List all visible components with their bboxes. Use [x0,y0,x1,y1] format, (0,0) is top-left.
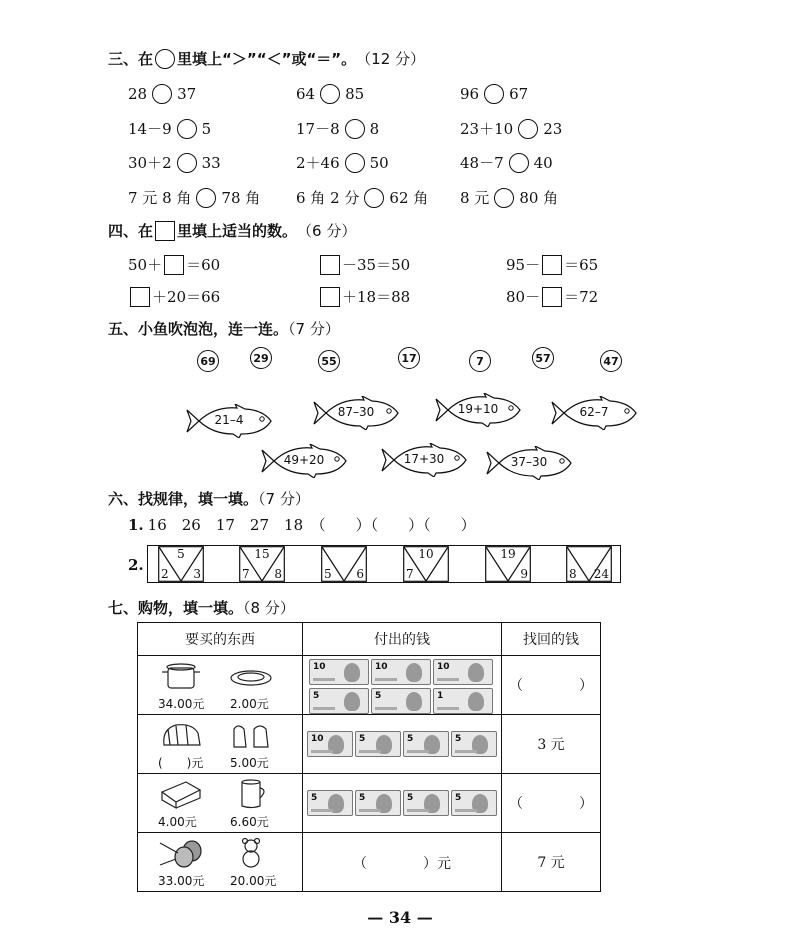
box-left[interactable]: 2 [161,567,169,581]
bubble[interactable]: 55 [318,350,340,372]
bubble[interactable]: 69 [197,350,219,372]
fill-post: ＝65 [564,256,599,274]
banknote-stripe [313,707,335,710]
box-top[interactable]: 19 [500,547,516,561]
fish[interactable] [380,443,468,477]
compare-item [128,118,211,139]
box-right[interactable]: 3 [193,567,201,581]
compare-item [460,118,562,139]
fish-expression: 49+20 [283,453,325,467]
pattern-box [403,546,449,582]
goods-cell [138,774,303,833]
item-price: 33.00元 [158,874,205,888]
banknote-value: 10 [311,734,324,744]
shopping-rows [138,656,601,892]
section-7-title: 七、购物，填一填。（8 分） [108,599,295,617]
portrait-icon [468,663,484,682]
banknote [355,790,401,816]
banknote [309,659,369,685]
bubble[interactable]: 17 [398,347,420,369]
box-top[interactable]: 15 [254,547,270,561]
paid-blank[interactable]: （ ）元 [353,856,451,872]
banknote [403,790,449,816]
banknote [433,688,493,714]
fish-expression: 19+10 [457,402,499,416]
answer-box[interactable] [542,287,562,307]
fill-box-item [128,254,220,275]
banknote-stripe [407,750,429,753]
answer-circle[interactable] [345,153,365,173]
banknote [371,688,431,714]
compare-right: 5 [201,119,212,138]
goods-cell [138,715,303,774]
banknote [309,688,369,714]
item-price: 34.00元 [158,697,205,711]
banknote-stripe [455,750,477,753]
header-paid: 付出的钱 [303,623,502,656]
fill-box-item [506,286,598,307]
banknote-value: 5 [455,734,462,744]
banknote-stripe [437,707,459,710]
banknote-value: 5 [311,793,318,803]
fish[interactable] [185,404,273,438]
box-right[interactable]: 6 [356,567,364,581]
compare-right: 33 [201,153,221,172]
change-cell [502,774,601,833]
fill-pre: 50＋ [128,256,163,274]
change-value[interactable]: （ ） [509,678,593,694]
portrait-icon [344,663,360,682]
fill-post: －35＝50 [342,256,411,274]
compare-right: 85 [345,85,365,103]
page-number: — 34 — [367,908,433,927]
plate-icon [226,660,276,692]
compare-left: 14－9 [128,120,172,138]
answer-circle[interactable] [152,84,172,104]
banknote-stripe [437,678,459,681]
box-right[interactable]: 8 [274,567,282,581]
pattern-box [321,546,367,582]
banknote [433,659,493,685]
item-price: 5.00元 [230,756,269,770]
item-price: 20.00元 [230,874,277,888]
fill-pre: 80－ [506,288,541,306]
banknote-stripe [311,809,333,812]
compare-left: 96 [460,85,480,103]
compare-item [460,84,528,104]
banknote [307,731,353,757]
section-5-title: 五、小鱼吹泡泡，连一连。（7 分） [108,320,340,338]
section-4-title: 四、在 里填上适当的数。 （6 分） [108,222,357,240]
banknote-value: 10 [313,662,326,672]
paid-wrap [303,774,501,832]
change-value: 3 元 [537,737,565,753]
box-left[interactable]: 5 [324,567,332,581]
goods-wrap [138,715,302,773]
answer-circle[interactable] [484,84,504,104]
compare-item [460,187,558,208]
banknote-stripe [313,678,335,681]
compare-right: 80 角 [519,189,559,207]
paid-wrap [303,715,501,773]
compare-item [128,84,196,104]
compare-left: 48－7 [460,154,504,172]
section-6-title: 六、找规律，填一填。（7 分） [108,490,310,508]
header-goods: 要买的东西 [138,623,303,656]
fill-post: ＝60 [186,256,221,274]
banknote-value: 5 [359,734,366,744]
badminton-icon [156,837,206,869]
banknote-stripe [359,750,381,753]
banknote-stripe [407,809,429,812]
banknote-value: 1 [437,691,444,701]
banknote-stripe [375,707,397,710]
banknote [403,731,449,757]
banknote-value: 10 [375,662,388,672]
compare-left: 23＋10 [460,120,514,138]
compare-item [296,118,379,139]
answer-circle[interactable] [320,84,340,104]
compare-right: 8 [369,119,380,138]
compare-left: 17－8 [296,120,340,138]
box-right[interactable]: 24 [593,567,609,581]
item-price: 4.00元 [158,815,197,829]
hat-icon [156,719,206,751]
fish-expression: 62–7 [579,405,609,419]
compare-left: 28 [128,85,148,103]
portrait-icon [344,692,360,711]
compare-right: 50 [369,153,389,172]
banknote [355,731,401,757]
pattern-box-strip [147,545,621,583]
answer-circle[interactable] [177,153,197,173]
compare-right: 40 [533,153,553,172]
paid-cell [303,715,502,774]
answer-circle[interactable] [364,188,384,208]
fish-expression: 21–4 [214,413,244,427]
box-left[interactable]: 8 [569,567,577,581]
toy-box-icon [156,778,206,810]
fish[interactable] [260,444,348,478]
compare-right: 78 角 [221,189,261,207]
change-value: 7 元 [537,855,565,871]
table-row [138,656,601,715]
compare-left: 8 元 [460,189,490,207]
circle-icon [155,49,175,69]
answer-box[interactable] [164,255,184,275]
compare-right: 23 [543,119,563,138]
answer-circle[interactable] [509,153,529,173]
bubble[interactable]: 7 [469,350,491,372]
paid-cell [303,656,502,715]
fish[interactable] [485,446,573,480]
answer-box[interactable] [542,255,562,275]
goods-wrap [138,774,302,832]
pattern-question-1: 1. 16 26 17 27 18 （ ）（ ）（ ） [128,515,476,534]
goods-wrap [138,833,302,891]
bubble[interactable]: 57 [532,347,554,369]
banknote-value: 5 [407,734,414,744]
box-left[interactable]: 7 [406,567,414,581]
pattern-box [566,546,612,582]
pattern-box [158,546,204,582]
fill-box-item [506,254,598,275]
compare-left: 64 [296,85,316,103]
fish[interactable] [550,396,638,430]
banknote [307,790,353,816]
answer-box[interactable] [320,255,340,275]
square-icon [155,221,175,241]
compare-right: 67 [509,85,529,103]
paid-cell [303,833,502,892]
compare-right: 37 [177,85,197,103]
banknote-stripe [359,809,381,812]
goods-wrap [138,656,302,714]
pattern-box [239,546,285,582]
compare-item [460,152,553,173]
compare-item [128,187,260,208]
compare-left: 30＋2 [128,154,172,172]
bubble[interactable]: 29 [250,347,272,369]
compare-right: 62 角 [389,189,429,207]
fish[interactable] [312,396,400,430]
pattern-question-2-label: 2. [128,556,144,574]
box-top[interactable]: 10 [418,547,434,561]
change-cell [502,715,601,774]
answer-circle[interactable] [196,188,216,208]
compare-item [296,84,364,104]
header-change: 找回的钱 [502,623,601,656]
fish-expression: 17+30 [403,452,445,466]
box-top[interactable]: 5 [177,547,185,561]
portrait-icon [406,663,422,682]
box-right[interactable]: 9 [520,567,528,581]
paid-wrap [303,833,501,891]
banknote-value: 5 [359,793,366,803]
compare-left: 7 元 8 角 [128,189,192,207]
fill-box-item [318,254,410,275]
banknote-value: 5 [375,691,382,701]
goods-cell [138,833,303,892]
box-left[interactable]: 7 [242,567,250,581]
pot-icon [156,660,206,692]
banknote-value: 5 [455,793,462,803]
table-row [138,774,601,833]
change-cell [502,833,601,892]
banknote-value: 5 [313,691,320,701]
teddy-bear-icon [226,837,276,869]
answer-circle[interactable] [345,119,365,139]
gloves-icon [226,719,276,751]
fill-post: ＋18＝88 [342,288,411,306]
change-value[interactable]: （ ） [509,796,593,812]
compare-left: 6 角 2 分 [296,189,360,207]
compare-left: 2＋46 [296,154,340,172]
section-3-title: 三、在 里填上“＞”“＜”或“＝”。 （12 分） [108,50,426,68]
answer-circle[interactable] [177,119,197,139]
fish[interactable] [434,393,522,427]
item-price[interactable]: ( )元 [158,756,204,770]
portrait-icon [468,692,484,711]
banknote-stripe [455,809,477,812]
fill-post: ＋20＝66 [152,288,221,306]
table-row [138,833,601,892]
fish-expression: 37–30 [510,455,548,469]
banknote [451,790,497,816]
goods-cell [138,656,303,715]
item-price: 6.60元 [230,815,269,829]
fill-box-item [318,286,410,307]
compare-item [296,187,428,208]
bubble[interactable]: 47 [600,350,622,372]
answer-box[interactable] [320,287,340,307]
answer-box[interactable] [130,287,150,307]
paid-wrap [303,656,501,714]
fish-expression: 87–30 [337,405,375,419]
pattern-box [485,546,531,582]
fill-post: ＝72 [564,288,599,306]
banknote [451,731,497,757]
banknote-stripe [311,750,333,753]
item-price: 2.00元 [230,697,269,711]
banknote-value: 5 [407,793,414,803]
fill-box-item [128,286,220,307]
paid-cell [303,774,502,833]
cup-icon [226,778,276,810]
fill-pre: 95－ [506,256,541,274]
table-row [138,715,601,774]
change-cell [502,656,601,715]
banknote-stripe [375,678,397,681]
shopping-table [137,622,601,892]
banknote [371,659,431,685]
compare-item [128,152,221,173]
compare-item [296,152,389,173]
answer-circle[interactable] [518,119,538,139]
banknote-value: 10 [437,662,450,672]
portrait-icon [406,692,422,711]
answer-circle[interactable] [494,188,514,208]
